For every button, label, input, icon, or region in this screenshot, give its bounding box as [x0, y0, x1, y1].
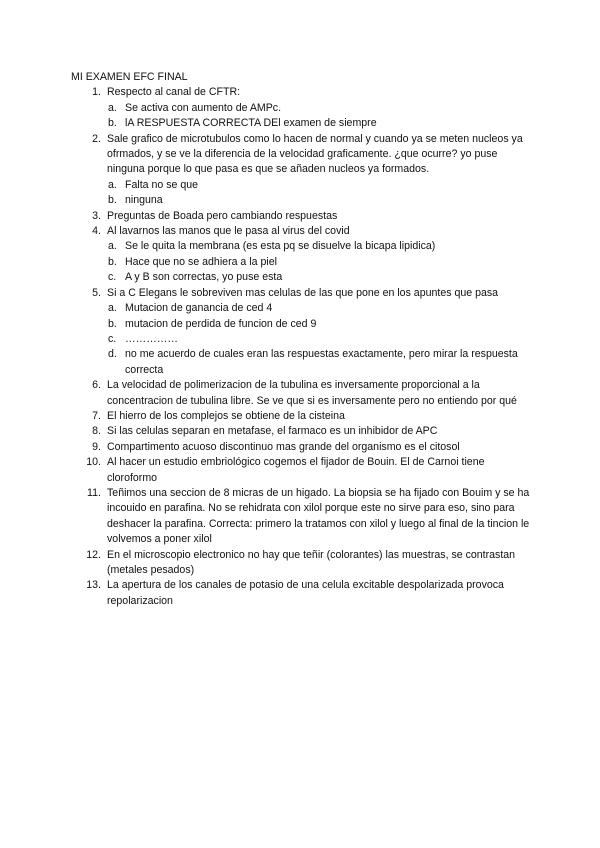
question-number: 8.	[92, 425, 101, 438]
option-text: A y B son correctas, yo puse esta	[125, 271, 283, 284]
question-text: Sale grafico de microtubulos como lo hacen de normal y cuando ya se meten nucleos ya ofrmados, y se ve la diferencia de la velocidad graficamente. ¿que ocurre? yo puse ninguna porque lo que pasa es que se añaden nucleos ya formados.	[107, 132, 523, 176]
question-item	[71, 132, 531, 178]
option-text: lA RESPUESTA CORRECTA DEl examen de siempre	[125, 117, 377, 130]
document-body	[71, 70, 531, 609]
option-text: Falta no se que	[125, 178, 199, 191]
question-list	[71, 132, 531, 178]
option-letter: a.	[108, 178, 117, 191]
question-number: 13.	[86, 579, 101, 592]
question-text: Si a C Elegans le sobreviven mas celulas de las que pone en los apuntes que pasa	[107, 286, 499, 299]
question-number: 7.	[92, 409, 101, 422]
option-letter: b.	[108, 317, 117, 330]
question-number: 5.	[92, 286, 101, 299]
question-list	[71, 209, 531, 240]
question-item	[71, 224, 531, 239]
question-text: El hierro de los complejos se obtiene de la cisteina	[107, 409, 345, 422]
question-list	[71, 286, 531, 301]
question-number: 11.	[87, 486, 101, 499]
option-text: Se activa con aumento de AMPc.	[125, 101, 282, 114]
question-item	[71, 424, 531, 439]
question-number: 9.	[92, 440, 101, 453]
question-item	[71, 286, 531, 301]
option-letter: b.	[108, 194, 117, 207]
option-item	[108, 332, 531, 347]
question-number: 6.	[92, 379, 101, 392]
question-text: En el microscopio electronico no hay que teñir (colorantes) las muestras, se contrastan (metales pesados)	[107, 548, 516, 576]
option-item	[108, 193, 531, 208]
question-item	[71, 578, 531, 609]
question-text: Al lavarnos las manos que le pasa al virus del covid	[107, 225, 350, 238]
question-item	[71, 209, 531, 224]
option-text: no me acuerdo de cuales eran las respuestas exactamente, pero mirar la respuesta correcta	[125, 348, 518, 376]
question-text: Compartimento acuoso discontinuo mas grande del organismo es el citosol	[107, 440, 460, 453]
question-list	[71, 85, 531, 100]
question-item	[71, 440, 531, 455]
option-text: ninguna	[125, 194, 163, 207]
question-text: Preguntas de Boada pero cambiando respuestas	[107, 209, 338, 222]
option-letter: d.	[108, 348, 117, 361]
option-letter: b.	[108, 255, 117, 268]
option-letter: c.	[108, 271, 117, 284]
option-item	[108, 301, 531, 316]
option-list	[71, 239, 531, 285]
question-item	[71, 455, 531, 486]
option-letter: a.	[108, 240, 117, 253]
question-list	[71, 378, 531, 609]
option-text: mutacion de perdida de funcion de ced 9	[125, 317, 317, 330]
question-number: 4.	[92, 225, 101, 238]
question-text: Teñimos una seccion de 8 micras de un higado. La biopsia se ha fijado con Bouim y se ha incouido en parafina. No se rehidrata con xilol porque este no sirve para eso, sino para deshacer la parafina. Correcta: primero la tratamos con xilol y luego al final de la tincion le volvemos a poner xilol	[107, 486, 530, 546]
option-item	[108, 270, 531, 285]
question-text: Al hacer un estudio embriológico cogemos el fijador de Bouin. El de Carnoi tiene cloroformo	[107, 456, 485, 484]
option-letter: a.	[108, 302, 117, 315]
question-item	[71, 85, 531, 100]
option-text: Se le quita la membrana (es esta pq se disuelve la bicapa lipidica)	[125, 240, 436, 253]
question-text: La velocidad de polimerizacion de la tubulina es inversamente proporcional a la concentracion de tubulina libre. Se ve que si es inversamente pero no entiendo por qué	[107, 379, 517, 407]
option-item	[108, 317, 531, 332]
option-list	[71, 178, 531, 209]
question-text: Respecto al canal de CFTR:	[107, 86, 241, 99]
option-item	[108, 239, 531, 254]
option-item	[108, 178, 531, 193]
option-item	[108, 101, 531, 116]
question-number: 1.	[92, 86, 101, 99]
option-list	[71, 301, 531, 378]
option-letter: b.	[108, 117, 117, 130]
question-number: 12.	[86, 548, 101, 561]
option-text: ……………	[125, 332, 178, 345]
document-title: MI EXAMEN EFC FINAL	[71, 71, 188, 83]
question-number: 2.	[92, 132, 101, 145]
option-letter: c.	[108, 332, 117, 345]
option-text: Mutacion de ganancia de ced 4	[125, 302, 273, 315]
question-item	[71, 409, 531, 424]
question-item	[71, 486, 531, 548]
question-item	[71, 378, 531, 409]
option-list	[71, 101, 531, 132]
question-item	[71, 548, 531, 579]
question-text: Si las celulas separan en metafase, el farmaco es un inhibidor de APC	[107, 425, 438, 438]
option-item	[108, 116, 531, 131]
question-text: La apertura de los canales de potasio de una celula excitable despolarizada provoca repolarizacion	[107, 579, 504, 607]
question-number: 3.	[92, 209, 101, 222]
option-item	[108, 347, 531, 378]
question-number: 10.	[86, 456, 101, 469]
option-text: Hace que no se adhiera a la piel	[125, 255, 277, 268]
option-item	[108, 255, 531, 270]
option-letter: a.	[108, 101, 117, 114]
